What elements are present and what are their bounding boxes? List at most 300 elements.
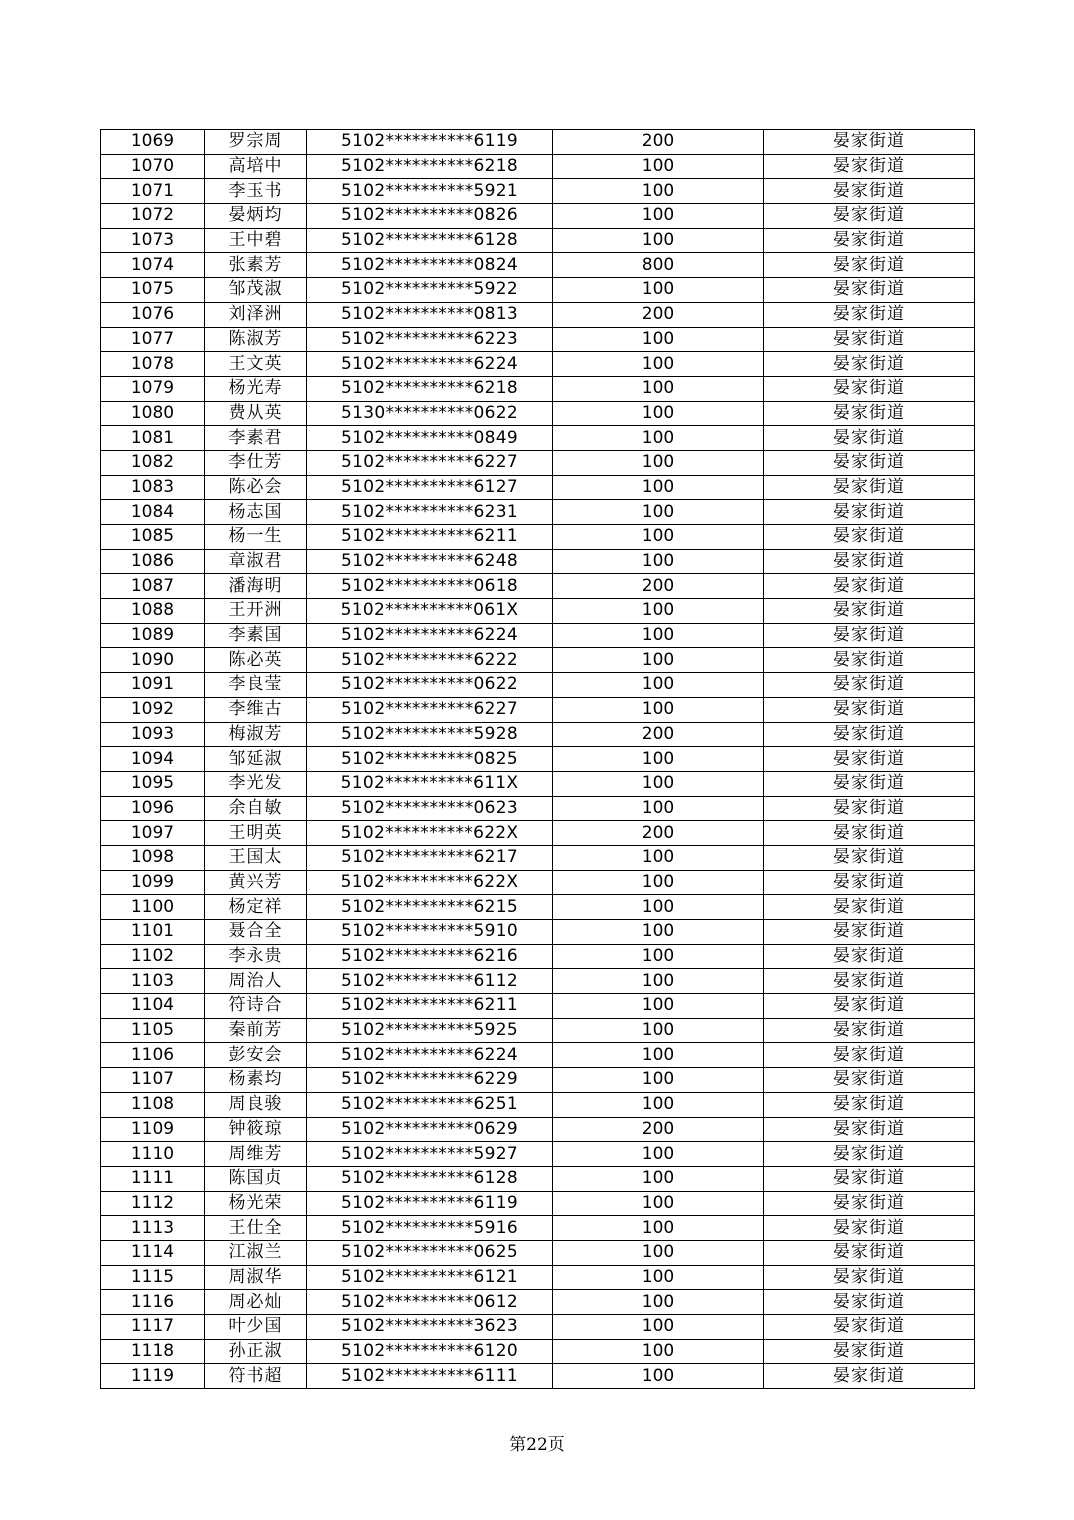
id-number-cell: 5102**********6211 — [307, 525, 553, 550]
street-cell: 晏家街道 — [764, 525, 975, 550]
name-cell: 邹茂淑 — [205, 278, 307, 303]
street-cell: 晏家街道 — [764, 1166, 975, 1191]
id-number-cell: 5102**********5925 — [307, 1018, 553, 1043]
amount-cell: 100 — [553, 1043, 764, 1068]
id-number-cell: 5102**********6128 — [307, 228, 553, 253]
amount-cell: 100 — [553, 771, 764, 796]
amount-cell: 100 — [553, 376, 764, 401]
street-cell: 晏家街道 — [764, 994, 975, 1019]
name-cell: 梅淑芳 — [205, 722, 307, 747]
name-cell: 罗宗周 — [205, 130, 307, 155]
id-number-cell: 5130**********0622 — [307, 401, 553, 426]
street-cell: 晏家街道 — [764, 1216, 975, 1241]
serial-number-cell: 1099 — [101, 870, 205, 895]
name-cell: 孙正淑 — [205, 1339, 307, 1364]
name-cell: 杨定祥 — [205, 895, 307, 920]
table-row — [101, 673, 975, 698]
name-cell: 张素芳 — [205, 253, 307, 278]
table-row — [101, 426, 975, 451]
street-cell: 晏家街道 — [764, 1018, 975, 1043]
table-row — [101, 821, 975, 846]
street-cell: 晏家街道 — [764, 130, 975, 155]
street-cell: 晏家街道 — [764, 1364, 975, 1389]
name-cell: 杨一生 — [205, 525, 307, 550]
amount-cell: 100 — [553, 870, 764, 895]
amount-cell: 100 — [553, 845, 764, 870]
table-row — [101, 525, 975, 550]
table-row — [101, 747, 975, 772]
id-number-cell: 5102**********6248 — [307, 549, 553, 574]
amount-cell: 100 — [553, 1315, 764, 1340]
table-row — [101, 1315, 975, 1340]
id-number-cell: 5102**********622X — [307, 821, 553, 846]
table-row — [101, 1142, 975, 1167]
table-row — [101, 648, 975, 673]
id-number-cell: 5102**********6227 — [307, 450, 553, 475]
table-row — [101, 1216, 975, 1241]
serial-number-cell: 1074 — [101, 253, 205, 278]
name-cell: 陈国贞 — [205, 1166, 307, 1191]
name-cell: 陈必英 — [205, 648, 307, 673]
street-cell: 晏家街道 — [764, 1068, 975, 1093]
serial-number-cell: 1077 — [101, 327, 205, 352]
serial-number-cell: 1116 — [101, 1290, 205, 1315]
table-row — [101, 179, 975, 204]
id-number-cell: 5102**********6218 — [307, 154, 553, 179]
id-number-cell: 5102**********0629 — [307, 1117, 553, 1142]
amount-cell: 100 — [553, 697, 764, 722]
name-cell: 王仕全 — [205, 1216, 307, 1241]
id-number-cell: 5102**********6121 — [307, 1265, 553, 1290]
serial-number-cell: 1113 — [101, 1216, 205, 1241]
street-cell: 晏家街道 — [764, 179, 975, 204]
id-number-cell: 5102**********6217 — [307, 845, 553, 870]
table-row — [101, 1018, 975, 1043]
serial-number-cell: 1095 — [101, 771, 205, 796]
name-cell: 周必灿 — [205, 1290, 307, 1315]
id-number-cell: 5102**********6223 — [307, 327, 553, 352]
id-number-cell: 5102**********6216 — [307, 944, 553, 969]
amount-cell: 100 — [553, 327, 764, 352]
table-row — [101, 599, 975, 624]
street-cell: 晏家街道 — [764, 845, 975, 870]
table-row — [101, 130, 975, 155]
serial-number-cell: 1081 — [101, 426, 205, 451]
amount-cell: 100 — [553, 1339, 764, 1364]
amount-cell: 100 — [553, 154, 764, 179]
serial-number-cell: 1094 — [101, 747, 205, 772]
serial-number-cell: 1093 — [101, 722, 205, 747]
amount-cell: 200 — [553, 130, 764, 155]
street-cell: 晏家街道 — [764, 1339, 975, 1364]
id-number-cell: 5102**********6119 — [307, 130, 553, 155]
amount-cell: 100 — [553, 796, 764, 821]
serial-number-cell: 1111 — [101, 1166, 205, 1191]
id-number-cell: 5102**********061X — [307, 599, 553, 624]
serial-number-cell: 1075 — [101, 278, 205, 303]
table-row — [101, 302, 975, 327]
serial-number-cell: 1087 — [101, 574, 205, 599]
street-cell: 晏家街道 — [764, 401, 975, 426]
name-cell: 晏炳均 — [205, 204, 307, 229]
amount-cell: 100 — [553, 228, 764, 253]
street-cell: 晏家街道 — [764, 426, 975, 451]
table-row — [101, 253, 975, 278]
table-row — [101, 154, 975, 179]
amount-cell: 100 — [553, 673, 764, 698]
street-cell: 晏家街道 — [764, 1315, 975, 1340]
amount-cell: 100 — [553, 1092, 764, 1117]
amount-cell: 100 — [553, 747, 764, 772]
id-number-cell: 5102**********6112 — [307, 969, 553, 994]
id-number-cell: 5102**********5928 — [307, 722, 553, 747]
serial-number-cell: 1096 — [101, 796, 205, 821]
street-cell: 晏家街道 — [764, 500, 975, 525]
name-cell: 杨素均 — [205, 1068, 307, 1093]
name-cell: 高培中 — [205, 154, 307, 179]
amount-cell: 100 — [553, 969, 764, 994]
serial-number-cell: 1102 — [101, 944, 205, 969]
table-row — [101, 204, 975, 229]
amount-cell: 100 — [553, 278, 764, 303]
name-cell: 聂合全 — [205, 920, 307, 945]
name-cell: 符诗合 — [205, 994, 307, 1019]
name-cell: 钟筱琼 — [205, 1117, 307, 1142]
amount-cell: 100 — [553, 450, 764, 475]
table-row — [101, 771, 975, 796]
name-cell: 李永贵 — [205, 944, 307, 969]
serial-number-cell: 1114 — [101, 1240, 205, 1265]
street-cell: 晏家街道 — [764, 253, 975, 278]
amount-cell: 100 — [553, 994, 764, 1019]
id-number-cell: 5102**********622X — [307, 870, 553, 895]
id-number-cell: 5102**********6231 — [307, 500, 553, 525]
street-cell: 晏家街道 — [764, 673, 975, 698]
serial-number-cell: 1092 — [101, 697, 205, 722]
street-cell: 晏家街道 — [764, 722, 975, 747]
id-number-cell: 5102**********3623 — [307, 1315, 553, 1340]
amount-cell: 100 — [553, 1240, 764, 1265]
street-cell: 晏家街道 — [764, 697, 975, 722]
street-cell: 晏家街道 — [764, 1092, 975, 1117]
serial-number-cell: 1105 — [101, 1018, 205, 1043]
id-number-cell: 5102**********0824 — [307, 253, 553, 278]
street-cell: 晏家街道 — [764, 302, 975, 327]
id-number-cell: 5102**********6120 — [307, 1339, 553, 1364]
table-row — [101, 450, 975, 475]
id-number-cell: 5102**********6128 — [307, 1166, 553, 1191]
serial-number-cell: 1100 — [101, 895, 205, 920]
table-row — [101, 574, 975, 599]
amount-cell: 100 — [553, 1290, 764, 1315]
serial-number-cell: 1117 — [101, 1315, 205, 1340]
id-number-cell: 5102**********5910 — [307, 920, 553, 945]
table-row — [101, 870, 975, 895]
id-number-cell: 5102**********0618 — [307, 574, 553, 599]
street-cell: 晏家街道 — [764, 870, 975, 895]
id-number-cell: 5102**********0826 — [307, 204, 553, 229]
id-number-cell: 5102**********0813 — [307, 302, 553, 327]
amount-cell: 100 — [553, 944, 764, 969]
id-number-cell: 5102**********6119 — [307, 1191, 553, 1216]
name-cell: 周维芳 — [205, 1142, 307, 1167]
serial-number-cell: 1072 — [101, 204, 205, 229]
amount-cell: 200 — [553, 302, 764, 327]
street-cell: 晏家街道 — [764, 648, 975, 673]
name-cell: 王国太 — [205, 845, 307, 870]
name-cell: 王明英 — [205, 821, 307, 846]
table-row — [101, 1043, 975, 1068]
name-cell: 周淑华 — [205, 1265, 307, 1290]
serial-number-cell: 1088 — [101, 599, 205, 624]
id-number-cell: 5102**********6222 — [307, 648, 553, 673]
amount-cell: 200 — [553, 574, 764, 599]
table-row — [101, 401, 975, 426]
serial-number-cell: 1107 — [101, 1068, 205, 1093]
table-row — [101, 1117, 975, 1142]
amount-cell: 100 — [553, 1364, 764, 1389]
name-cell: 王开洲 — [205, 599, 307, 624]
name-cell: 李玉书 — [205, 179, 307, 204]
serial-number-cell: 1119 — [101, 1364, 205, 1389]
table-row — [101, 1290, 975, 1315]
serial-number-cell: 1073 — [101, 228, 205, 253]
serial-number-cell: 1089 — [101, 623, 205, 648]
serial-number-cell: 1097 — [101, 821, 205, 846]
street-cell: 晏家街道 — [764, 1240, 975, 1265]
name-cell: 潘海明 — [205, 574, 307, 599]
id-number-cell: 5102**********6227 — [307, 697, 553, 722]
amount-cell: 100 — [553, 1191, 764, 1216]
table-row — [101, 969, 975, 994]
amount-cell: 200 — [553, 821, 764, 846]
street-cell: 晏家街道 — [764, 623, 975, 648]
table-row — [101, 796, 975, 821]
serial-number-cell: 1079 — [101, 376, 205, 401]
table-row — [101, 327, 975, 352]
serial-number-cell: 1070 — [101, 154, 205, 179]
street-cell: 晏家街道 — [764, 747, 975, 772]
id-number-cell: 5102**********6218 — [307, 376, 553, 401]
name-cell: 秦前芳 — [205, 1018, 307, 1043]
amount-cell: 100 — [553, 1265, 764, 1290]
table-row — [101, 475, 975, 500]
street-cell: 晏家街道 — [764, 1191, 975, 1216]
street-cell: 晏家街道 — [764, 278, 975, 303]
page-number: 第22页 — [509, 1435, 565, 1455]
amount-cell: 100 — [553, 500, 764, 525]
amount-cell: 100 — [553, 401, 764, 426]
serial-number-cell: 1118 — [101, 1339, 205, 1364]
id-number-cell: 5102**********0612 — [307, 1290, 553, 1315]
amount-cell: 100 — [553, 426, 764, 451]
id-number-cell: 5102**********0622 — [307, 673, 553, 698]
id-number-cell: 5102**********5927 — [307, 1142, 553, 1167]
serial-number-cell: 1104 — [101, 994, 205, 1019]
table-row — [101, 920, 975, 945]
id-number-cell: 5102**********6127 — [307, 475, 553, 500]
table-row — [101, 278, 975, 303]
id-number-cell: 5102**********6251 — [307, 1092, 553, 1117]
table-row — [101, 549, 975, 574]
table-row — [101, 1364, 975, 1389]
amount-cell: 100 — [553, 475, 764, 500]
name-cell: 李素国 — [205, 623, 307, 648]
name-cell: 叶少国 — [205, 1315, 307, 1340]
amount-cell: 100 — [553, 525, 764, 550]
id-number-cell: 5102**********0623 — [307, 796, 553, 821]
amount-cell: 100 — [553, 648, 764, 673]
serial-number-cell: 1091 — [101, 673, 205, 698]
serial-number-cell: 1098 — [101, 845, 205, 870]
serial-number-cell: 1115 — [101, 1265, 205, 1290]
serial-number-cell: 1083 — [101, 475, 205, 500]
name-cell: 邹延淑 — [205, 747, 307, 772]
table-row — [101, 722, 975, 747]
id-number-cell: 5102**********6224 — [307, 623, 553, 648]
name-cell: 李素君 — [205, 426, 307, 451]
street-cell: 晏家街道 — [764, 1142, 975, 1167]
amount-cell: 100 — [553, 1142, 764, 1167]
id-number-cell: 5102**********6111 — [307, 1364, 553, 1389]
name-cell: 李光发 — [205, 771, 307, 796]
serial-number-cell: 1109 — [101, 1117, 205, 1142]
amount-cell: 100 — [553, 1166, 764, 1191]
serial-number-cell: 1090 — [101, 648, 205, 673]
serial-number-cell: 1078 — [101, 352, 205, 377]
id-number-cell: 5102**********0825 — [307, 747, 553, 772]
street-cell: 晏家街道 — [764, 771, 975, 796]
id-number-cell: 5102**********6224 — [307, 1043, 553, 1068]
street-cell: 晏家街道 — [764, 1265, 975, 1290]
amount-cell: 200 — [553, 722, 764, 747]
table-row — [101, 994, 975, 1019]
street-cell: 晏家街道 — [764, 599, 975, 624]
table-row — [101, 623, 975, 648]
street-cell: 晏家街道 — [764, 376, 975, 401]
id-number-cell: 5102**********5916 — [307, 1216, 553, 1241]
street-cell: 晏家街道 — [764, 1043, 975, 1068]
street-cell: 晏家街道 — [764, 475, 975, 500]
serial-number-cell: 1110 — [101, 1142, 205, 1167]
street-cell: 晏家街道 — [764, 204, 975, 229]
table-row — [101, 944, 975, 969]
amount-cell: 100 — [553, 599, 764, 624]
table-row — [101, 1339, 975, 1364]
amount-cell: 100 — [553, 1018, 764, 1043]
amount-cell: 800 — [553, 253, 764, 278]
street-cell: 晏家街道 — [764, 944, 975, 969]
name-cell: 彭安会 — [205, 1043, 307, 1068]
street-cell: 晏家街道 — [764, 821, 975, 846]
amount-cell: 100 — [553, 352, 764, 377]
name-cell: 江淑兰 — [205, 1240, 307, 1265]
table-row — [101, 895, 975, 920]
table-row — [101, 697, 975, 722]
serial-number-cell: 1080 — [101, 401, 205, 426]
name-cell: 李良莹 — [205, 673, 307, 698]
serial-number-cell: 1086 — [101, 549, 205, 574]
amount-cell: 100 — [553, 623, 764, 648]
street-cell: 晏家街道 — [764, 796, 975, 821]
amount-cell: 100 — [553, 204, 764, 229]
amount-cell: 100 — [553, 549, 764, 574]
serial-number-cell: 1108 — [101, 1092, 205, 1117]
id-number-cell: 5102**********0849 — [307, 426, 553, 451]
name-cell: 章淑君 — [205, 549, 307, 574]
table-row — [101, 1068, 975, 1093]
amount-cell: 100 — [553, 920, 764, 945]
table-row — [101, 352, 975, 377]
table-row — [101, 1092, 975, 1117]
table-row — [101, 376, 975, 401]
roster-table — [100, 129, 975, 1389]
street-cell: 晏家街道 — [764, 920, 975, 945]
name-cell: 刘泽洲 — [205, 302, 307, 327]
street-cell: 晏家街道 — [764, 352, 975, 377]
name-cell: 王中碧 — [205, 228, 307, 253]
table-row — [101, 1240, 975, 1265]
street-cell: 晏家街道 — [764, 574, 975, 599]
street-cell: 晏家街道 — [764, 450, 975, 475]
id-number-cell: 5102**********6224 — [307, 352, 553, 377]
street-cell: 晏家街道 — [764, 1290, 975, 1315]
table-row — [101, 1166, 975, 1191]
street-cell: 晏家街道 — [764, 549, 975, 574]
name-cell: 陈淑芳 — [205, 327, 307, 352]
amount-cell: 100 — [553, 895, 764, 920]
table-row — [101, 1265, 975, 1290]
id-number-cell: 5102**********6211 — [307, 994, 553, 1019]
id-number-cell: 5102**********5921 — [307, 179, 553, 204]
street-cell: 晏家街道 — [764, 1117, 975, 1142]
street-cell: 晏家街道 — [764, 895, 975, 920]
table-row — [101, 1191, 975, 1216]
table-row — [101, 500, 975, 525]
serial-number-cell: 1084 — [101, 500, 205, 525]
serial-number-cell: 1101 — [101, 920, 205, 945]
name-cell: 李维古 — [205, 697, 307, 722]
name-cell: 周治人 — [205, 969, 307, 994]
id-number-cell: 5102**********5922 — [307, 278, 553, 303]
serial-number-cell: 1071 — [101, 179, 205, 204]
serial-number-cell: 1112 — [101, 1191, 205, 1216]
name-cell: 费从英 — [205, 401, 307, 426]
street-cell: 晏家街道 — [764, 154, 975, 179]
street-cell: 晏家街道 — [764, 327, 975, 352]
name-cell: 余自敏 — [205, 796, 307, 821]
id-number-cell: 5102**********6229 — [307, 1068, 553, 1093]
name-cell: 王文英 — [205, 352, 307, 377]
name-cell: 李仕芳 — [205, 450, 307, 475]
serial-number-cell: 1076 — [101, 302, 205, 327]
name-cell: 陈必会 — [205, 475, 307, 500]
roster-body — [101, 130, 975, 1389]
id-number-cell: 5102**********0625 — [307, 1240, 553, 1265]
street-cell: 晏家街道 — [764, 969, 975, 994]
name-cell: 杨光荣 — [205, 1191, 307, 1216]
amount-cell: 100 — [553, 1216, 764, 1241]
table-row — [101, 845, 975, 870]
name-cell: 黄兴芳 — [205, 870, 307, 895]
serial-number-cell: 1085 — [101, 525, 205, 550]
amount-cell: 100 — [553, 179, 764, 204]
name-cell: 杨志国 — [205, 500, 307, 525]
serial-number-cell: 1082 — [101, 450, 205, 475]
serial-number-cell: 1103 — [101, 969, 205, 994]
id-number-cell: 5102**********6215 — [307, 895, 553, 920]
name-cell: 杨光寿 — [205, 376, 307, 401]
